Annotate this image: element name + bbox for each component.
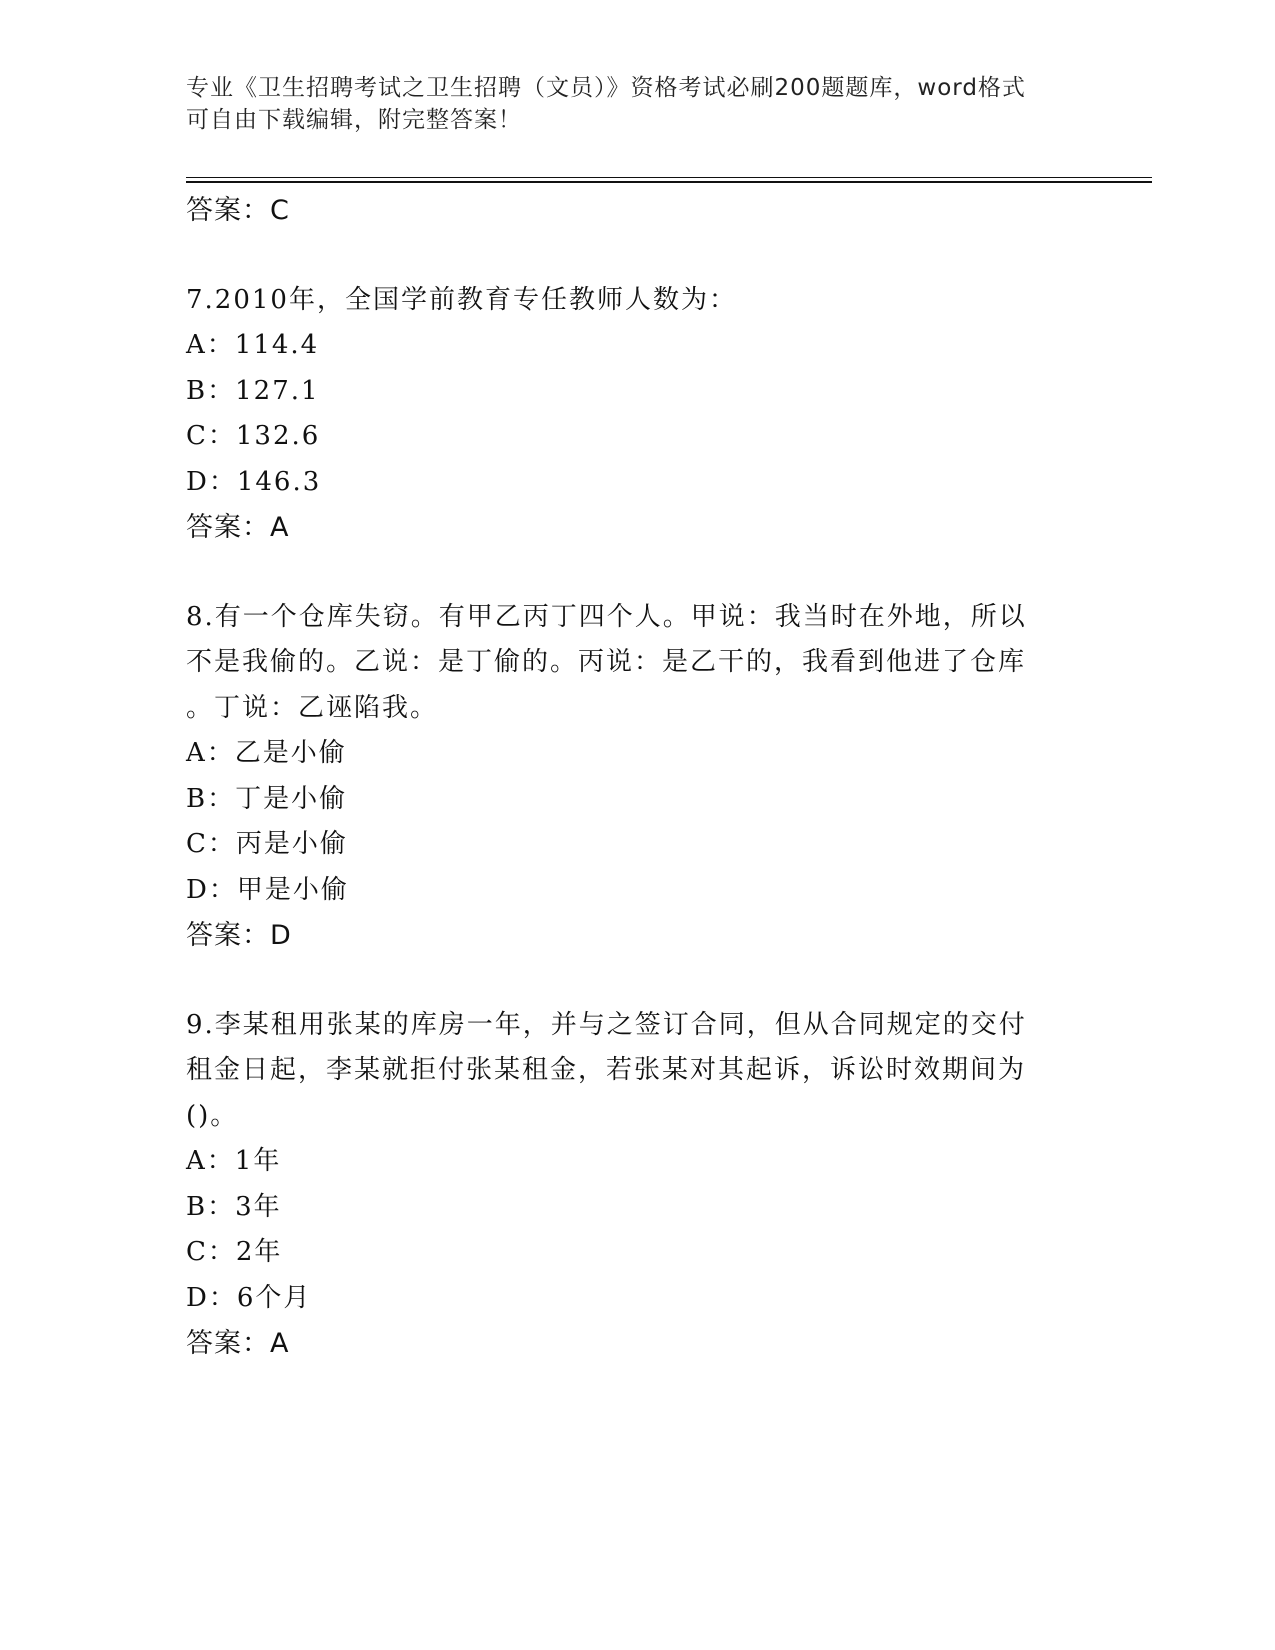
answer-line: 答案：C xyxy=(186,195,290,226)
option-c: C：132.6 xyxy=(186,421,321,451)
question-list xyxy=(186,188,1066,1367)
answer-line: 答案：A xyxy=(186,512,290,543)
question-stem: 不是我偷的。乙说：是丁偷的。丙说：是乙干的，我看到他进了仓库 xyxy=(186,647,1027,677)
question-stem: 9.李某租用张某的库房一年，并与之签订合同，但从合同规定的交付 xyxy=(186,1009,1027,1040)
option-d: D：146.3 xyxy=(186,466,322,497)
option-a: A：114.4 xyxy=(186,330,320,360)
option-d: D：甲是小偷 xyxy=(186,874,349,905)
option-c: C：2年 xyxy=(186,1237,283,1267)
option-a: A：乙是小偷 xyxy=(186,738,347,768)
option-c: C：丙是小偷 xyxy=(186,829,348,859)
option-b: B：127.1 xyxy=(186,375,320,406)
question-stem: 8.有一个仓库失窃。有甲乙丙丁四个人。甲说：我当时在外地，所以 xyxy=(186,601,1027,632)
spacer xyxy=(186,551,1066,595)
option-b: B：丁是小偷 xyxy=(186,783,348,814)
header-divider-thick xyxy=(186,181,1152,183)
question-stem: 租金日起，李某就拒付张某租金，若张某对其起诉，诉讼时效期间为 xyxy=(186,1055,1027,1085)
page-header xyxy=(186,72,1066,136)
question-9 xyxy=(186,1003,1066,1367)
question-8 xyxy=(186,595,1066,959)
question-7 xyxy=(186,278,1066,551)
option-a: A：1年 xyxy=(186,1146,282,1176)
header-line-2: 可自由下载编辑，附完整答案！ xyxy=(186,107,522,133)
answer-line: 答案：A xyxy=(186,1328,290,1359)
spacer xyxy=(186,234,1066,278)
option-d: D：6个月 xyxy=(186,1282,312,1313)
question-stem: ()。 xyxy=(186,1100,239,1131)
question-stem: 7.2010年，全国学前教育专任教师人数为： xyxy=(186,284,737,315)
answer-block-6 xyxy=(186,188,1066,234)
header-line-1: 专业《卫生招聘考试之卫生招聘（文员）》资格考试必刷200题题库，word格式 xyxy=(186,75,1026,101)
header-divider-thin xyxy=(186,177,1152,178)
question-stem: 。丁说：乙诬陷我。 xyxy=(186,692,439,723)
spacer xyxy=(186,959,1066,1003)
answer-line: 答案：D xyxy=(186,920,292,951)
option-b: B：3年 xyxy=(186,1191,282,1222)
